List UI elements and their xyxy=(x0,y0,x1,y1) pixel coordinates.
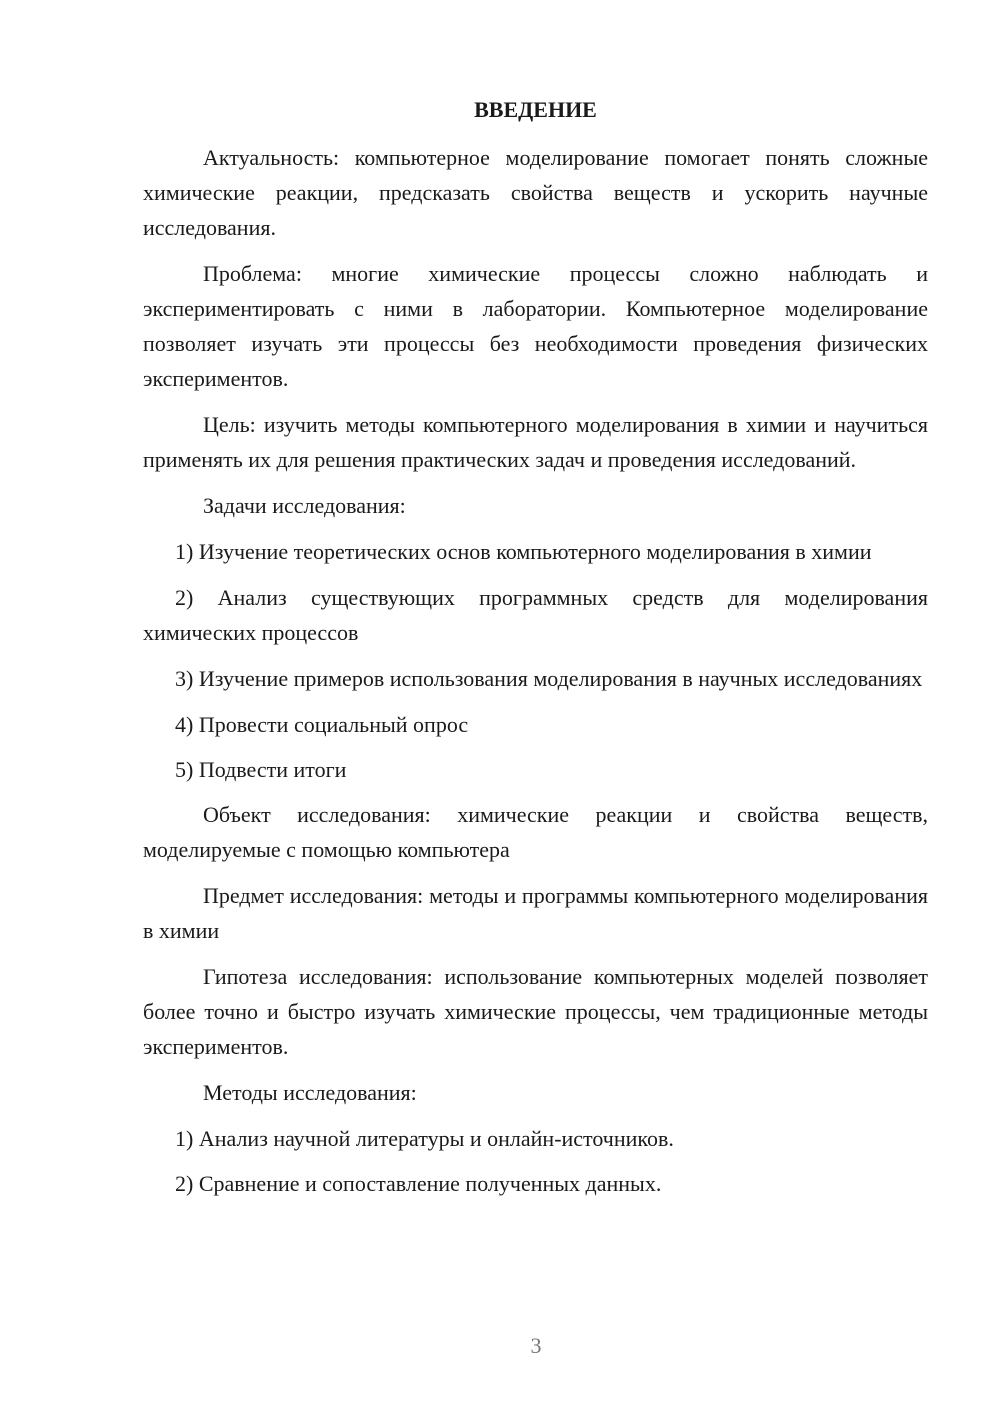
task-item: 3) Изучение примеров использования моделирования в научных исследованиях xyxy=(175,666,923,691)
methods-heading: Методы исследования: xyxy=(203,1080,417,1105)
method-item: 2) Сравнение и сопоставление полученных данных. xyxy=(175,1171,662,1196)
relevance-paragraph: Актуальность: компьютерное моделирование помогает понять сложные химические реакции, предсказать свойства веществ и ускорить научные исследования. xyxy=(143,145,928,240)
page-number: 3 xyxy=(530,1333,542,1358)
tasks-heading: Задачи исследования: xyxy=(203,493,406,518)
hypothesis-paragraph: Гипотеза исследования: использование компьютерных моделей позволяет более точно и быстро изучать химические процессы, чем традиционные методы экспериментов. xyxy=(143,964,928,1059)
object-paragraph: Объект исследования: химические реакции и свойства веществ, моделируемые с помощью компьютера xyxy=(143,802,928,862)
goal-paragraph: Цель: изучить методы компьютерного моделирования в химии и научиться применять их для решения практических задач и проведения исследований. xyxy=(143,412,928,472)
task-item: 4) Провести социальный опрос xyxy=(175,712,469,737)
method-item: 1) Анализ научной литературы и онлайн-источников. xyxy=(175,1126,674,1151)
problem-paragraph: Проблема: многие химические процессы сложно наблюдать и экспериментировать с ними в лаборатории. Компьютерное моделирование позволяет изучать эти процессы без необходимости проведения физических экспериментов. xyxy=(143,261,928,391)
task-item: 2) Анализ существующих программных средств для моделирования химических процессов xyxy=(143,585,928,645)
task-item: 5) Подвести итоги xyxy=(175,757,347,782)
subject-paragraph: Предмет исследования: методы и программы компьютерного моделирования в химии xyxy=(143,883,928,943)
section-title: ВВЕДЕНИЕ xyxy=(474,97,597,122)
page-content xyxy=(143,95,928,1211)
task-item: 1) Изучение теоретических основ компьютерного моделирования в химии xyxy=(175,539,872,564)
